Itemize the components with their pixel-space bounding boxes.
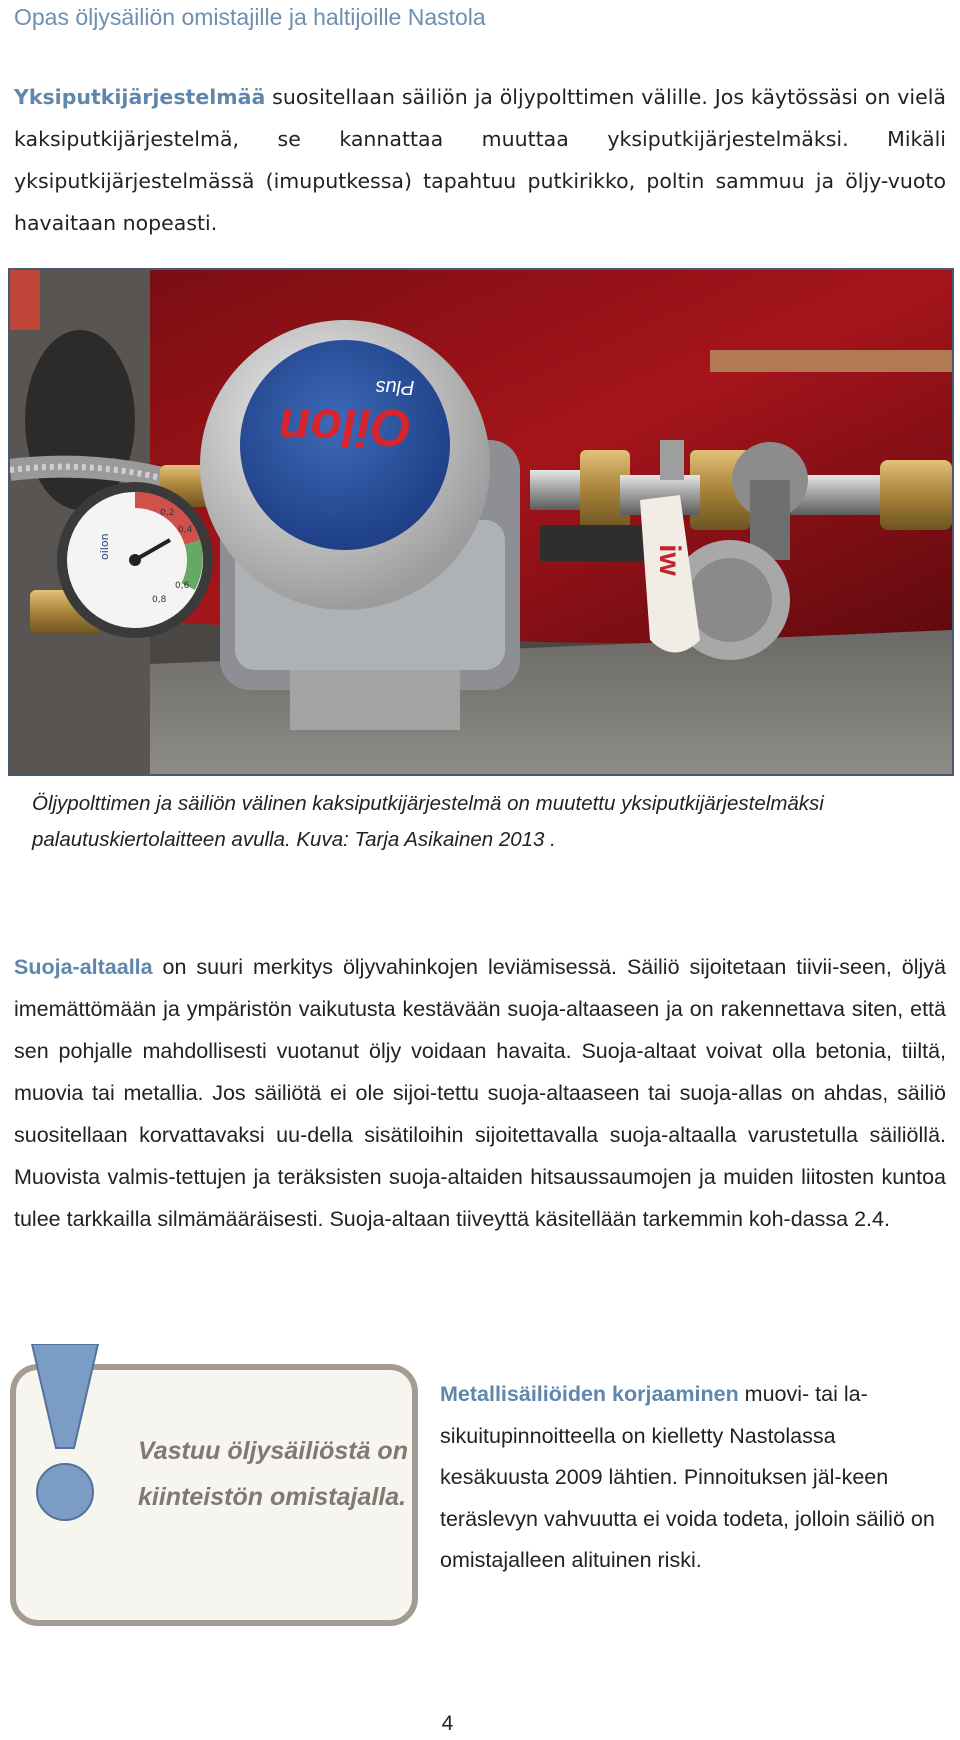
valve-handle-brand: iw <box>653 544 686 576</box>
photo-caption: Öljypolttimen ja säiliön välinen kaksiputkijärjestelmä on muutettu yksiputkijärjestelmäksi palautuskiertolaitteen avulla. Kuva: Tarja Asikainen 2013 . <box>32 792 824 851</box>
gauge-tick-2: 0,4 <box>178 525 193 535</box>
page-number: 4 <box>441 1712 454 1735</box>
filter-cap-brand: Oilon <box>278 398 412 456</box>
responsibility-note-text: Vastuu öljysäiliöstä on kiinteistön omistajalla. <box>138 1437 408 1511</box>
paragraph-body: suositellaan säiliön ja öljypolttimen välille. Jos käytössäsi on vielä kaksiputkijärjestelmä, se kannattaa muuttaa yksiputkijärjestelmäksi. Mikäli yksiputkijärjestelmässä (imuputkessa) tapahtuu putkirikko, poltin sammuu ja öljy-vuoto havaitaan nopeasti. <box>14 85 946 235</box>
paragraph-metal-tank-repair <box>440 1374 940 1582</box>
gauge-tick-1: 0,2 <box>160 508 175 518</box>
paragraph-lead-term: Suoja-altaalla <box>14 955 153 979</box>
gauge-brand: oilon <box>98 533 111 560</box>
gauge-tick-4: 0,8 <box>152 595 167 605</box>
photo-illustration <box>10 270 952 774</box>
paragraph-single-pipe-system <box>14 76 946 244</box>
paragraph-lead-term: Yksiputkijärjestelmää <box>14 85 266 109</box>
paragraph-protective-basin <box>14 946 946 1240</box>
paragraph-body: on suuri merkitys öljyvahinkojen leviämisessä. Säiliö sijoitetaan tiivii-seen, öljyä imemättömään ja ympäristön vaikutusta kestävään suoja-altaaseen ja on rakennettava siten, että sen pohjalle mahdollisesti vuotanut öljy voidaan havaita. Suoja-altaat voivat olla betonia, tiiltä, muovia tai metallia. Jos säiliötä ei ole sijoi-tettu suoja-altaaseen tai suoja-allas on ahdas, säiliö suositellaan korvattavaksi uu-della sisätiloihin sijoitettavalla suoja-altaalla varustetulla säiliöllä. Muovista valmis-tettujen ja teräksisten suoja-altaiden hitsaussaumojen ja muiden liitosten kuntoa tulee tarkkailla silmämääräisesti. Suoja-altaan tiiveyttä käsitellään tarkemmin koh-dassa 2.4. <box>14 955 946 1231</box>
paragraph-lead-term: Metallisäiliöiden korjaaminen <box>440 1382 739 1406</box>
filter-cap-brand-sub: Plus <box>375 376 415 398</box>
running-header: Opas öljysäiliön omistajille ja haltijoille Nastola <box>14 4 486 30</box>
exclamation-icon <box>30 1344 100 1524</box>
paragraph-body: muovi- tai la-sikuitupinnoitteella on kielletty Nastolassa kesäkuusta 2009 lähtien. Pinnoituksen jäl-keen teräslevyn vahvuutta ei voida todeta, jolloin säiliö on omistajalleen alituinen riski. <box>440 1382 935 1572</box>
gauge-tick-3: 0,6 <box>175 581 190 591</box>
photo-oil-filter-valve <box>8 268 954 776</box>
